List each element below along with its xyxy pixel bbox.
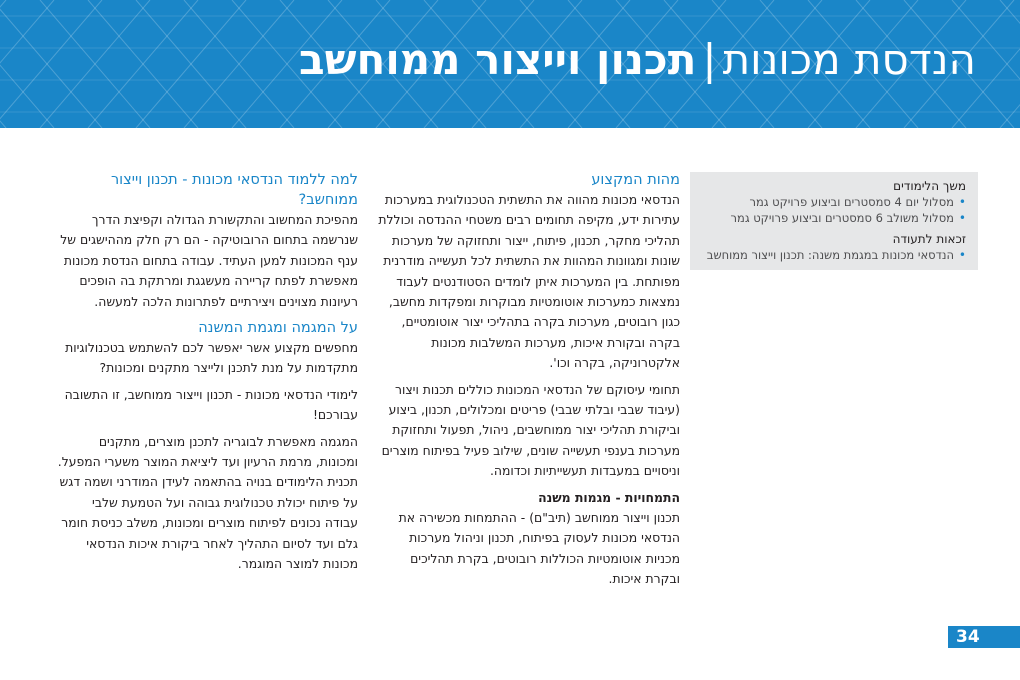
title-separator: | xyxy=(702,35,717,84)
certificate-item xyxy=(700,247,966,263)
duration-item xyxy=(700,194,966,210)
why-study-heading: למה ללמוד הנדסאי מכונות - תכנון וייצור ממוחשב? xyxy=(110,172,358,208)
certificate-list xyxy=(700,247,966,263)
certificate-item-text: הנדסאי מכונות במגמת משנה: תכנון וייצור ממוחשב xyxy=(706,248,954,262)
why-study-paragraph: מהפיכת המחשוב והתקשורת הגדולה וקפיצת הדרך שנרשמה בתחום הרובוטיקה - הם רק חלק מההישגים של ענף המכונות למען העתיד. עבודה בתחום הנדסת מכונות מאפשרת לפתח קריירה מעשגגת ומרתקת בה הופכים רעיונות מצוינים ויצירתיים לפתרונות הלכה למעשה. xyxy=(60,212,358,309)
bullet-icon: • xyxy=(958,248,966,262)
page-title xyxy=(299,28,976,92)
title-part-2: תכנון וייצור ממוחשב xyxy=(299,35,697,84)
specializations-heading: התמחויות - מגמות משנה xyxy=(538,489,680,505)
profession-paragraph: הנדסאי מכונות מהווה את התשתית הטכנולוגית במערכות עתירות ידע, מקיפה תחומים רבים משטחי ההנדסה וכוללת תהליכי מחקר, תכנון, פיתוח, ייצור ותחזוקה של מערכות שונות ומגוונות המהוות את התשתית לכל תעשייה מודרנית מפותחת. בין המערכות איתן לומדים הסטודנטים לעבוד נמצאות כמערכות אוטומטיות מבוקרות ומפקדות מחשב, כגון רובוטים, מערכות בקרה בתהליכי יצור אוטומטיים, בקרה ובקורת איכות, מערכות המשלבות מכונות אלקטרוניקה, בקרה וכו'. xyxy=(378,192,680,371)
study-info-box xyxy=(690,172,978,270)
duration-item xyxy=(700,210,966,226)
why-study-column xyxy=(56,170,358,575)
certificate-heading: זכאות לתעודה xyxy=(892,232,966,246)
profession-heading: מהות המקצוע xyxy=(591,172,680,188)
duration-item-text: מסלול משולב 6 סמסטרים וביצוע פרויקט גמר xyxy=(730,211,954,225)
duration-heading: משך הלימודים xyxy=(893,179,966,193)
title-part-1: הנדסת מכונות xyxy=(722,35,976,84)
about-track-heading: על המגמה ומגמת המשנה xyxy=(198,320,358,337)
bullet-icon: • xyxy=(958,195,966,209)
bullet-icon: • xyxy=(958,211,966,225)
answer-paragraph: לימודי הנדסאי מכונות - תכנון וייצור ממוחשב, זו התשובה עבורכם! xyxy=(64,386,358,423)
track-description-paragraph: המגמה מאפשרת לבוגריה לתכנן מוצרים, מתקנים ומכונות, מרמת הרעיון ועד ליציאת המוצר משערי המפעל. תכנית הלימודים בנויה בהתאמה לעידן המודרני ושמה דגש על פיתוח יכולת טכנולוגית גבוהה ועל הטמעת שלבי עבודה נכונים לפיתוח מוצרים ומכונות, משלב כניסת חומר גלם ועד לסיום התהליך לאחר ביקורת איכות הנדסאי מכונות למוצר המוגמר. xyxy=(57,433,358,572)
question-paragraph: מחפשים מקצוע אשר יאפשר לכם להשתמש בטכנולוגיות מתקדמות על מנת לתכנן ולייצר מתקנים ומכונות? xyxy=(65,340,358,376)
profession-column xyxy=(374,170,680,589)
specialization-paragraph: תכנון וייצור ממוחשב (תיב"ם) - ההתמחות מכשירה את הנדסאי מכונות לעסוק בפיתוח, תכנון וניהול מערכות מכניות אוטומטיות הכוללות רובוטים, בקרת תהליכים ובקרת איכות. xyxy=(398,509,680,586)
header-banner xyxy=(0,0,1020,128)
duration-item-text: מסלול יום 4 סמסטרים וביצוע פרויקט גמר xyxy=(749,195,954,209)
duration-list xyxy=(700,194,966,226)
fields-paragraph: תחומי עיסוקם של הנדסאי המכונות כוללים תכנות ויצור (עיבוד שבבי ובלתי שבבי) פריטים ומכלולים, תכנון, ביצוע וביקורת תהליכי יצור ממוחשבים, ניהול, תפעול ותחזוקת מערכות בענפי תעשייה שונים, שילוב פעיל בפיתוח מוצרים וניסויים במעבדות תעשייתיות וכדומה. xyxy=(381,381,680,479)
page-number: 34 xyxy=(948,626,1020,648)
